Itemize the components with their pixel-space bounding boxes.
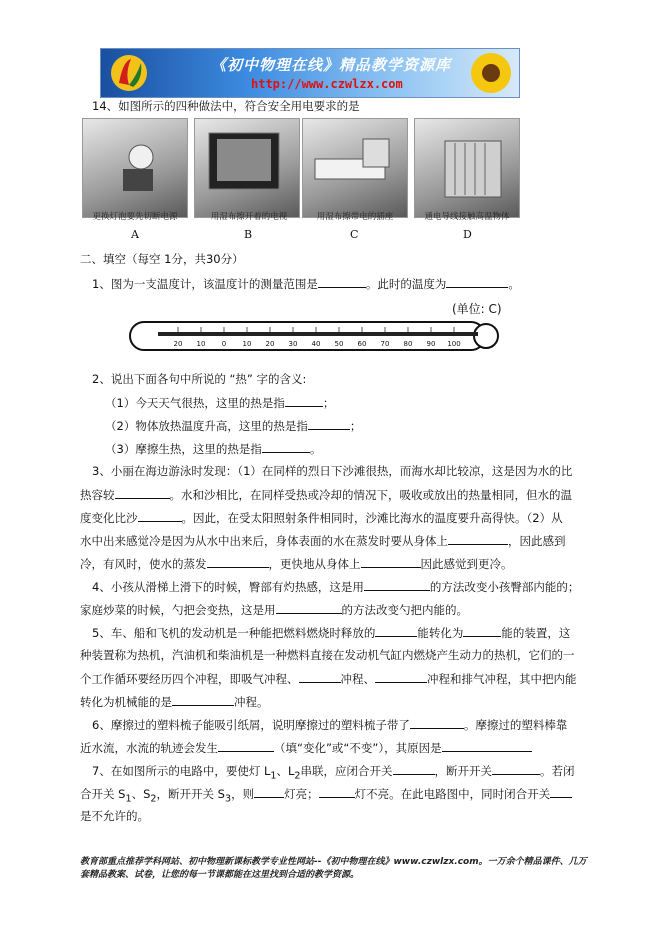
option-c-letter: C: [350, 228, 359, 241]
question-2-item-1: （1）今天天气很热，这里的热是指 ；: [105, 396, 335, 410]
question-5-line-4: 转化为机械能的是 冲程。: [80, 695, 269, 709]
blank[interactable]: [172, 694, 234, 706]
blank[interactable]: [319, 786, 355, 798]
tick-label: 40: [311, 340, 321, 348]
tick-label: 60: [357, 340, 367, 348]
heater-icon: [415, 119, 519, 217]
blank[interactable]: [218, 740, 274, 752]
option-b-letter: B: [244, 228, 253, 241]
blank[interactable]: [138, 510, 182, 522]
blank[interactable]: [375, 625, 417, 637]
tick-label: 10: [242, 340, 252, 348]
photo-a: [82, 118, 188, 218]
question-3-line-2: 热容较 。水和沙相比，在同样受热或冷却的情况下，吸收或放出的热量相同，但水的温: [80, 488, 572, 502]
blank[interactable]: [410, 717, 464, 729]
question-2-item-3: （3）摩擦生热，这里的热是指 。: [105, 442, 322, 456]
blank[interactable]: [442, 740, 532, 752]
blank[interactable]: [393, 763, 435, 775]
tick-label: 50: [334, 340, 344, 348]
photo-c: [302, 118, 408, 218]
socket-icon: [303, 119, 407, 217]
tv-icon: [195, 119, 299, 217]
tick-label: 20: [265, 340, 275, 348]
blank[interactable]: [254, 786, 284, 798]
sunflower-icon: [469, 51, 513, 95]
blank-range[interactable]: [318, 276, 366, 288]
tick-label: 10: [196, 340, 206, 348]
blank[interactable]: [285, 395, 323, 407]
question-4-line-1: 4、小孩从滑梯上滑下的时候，臀部有灼热感，这是用 的方法改变小孩臀部内能的；: [92, 580, 580, 594]
question-3-line-1: 3、小丽在海边游泳时发现：（1）在同样的烈日下沙滩很热，而海水却比较凉，这是因为水的比: [92, 464, 573, 478]
option-a-letter: A: [131, 228, 139, 241]
blank[interactable]: [115, 487, 170, 499]
question-5-line-2: 种装置称为热机，汽油机和柴油机是一种燃料直接在发动机气缸内燃烧产生动力的热机，它们的一: [80, 648, 575, 662]
question-3-line-4: 水中出来感觉冷是因为从水中出来后，身体表面的水在蒸发时要从身体上 ，因此感到: [80, 534, 566, 548]
banner-title: 《初中物理在线》精品教学资源库: [211, 56, 452, 74]
question-5-line-3: 个工作循环要经历四个冲程，即吸气冲程、 冲程、 冲程和排气冲程，其中把内能: [80, 672, 577, 686]
bulb-icon: [83, 119, 187, 217]
page-footer: 教育部重点推荐学科网站、初中物理新课标教学专业性网站--《初中物理在线》www.czwlzx.com。一万余个精品课件、几万套精品教案、试卷，让您的每一节课都能在这里找到合适的教学资源。: [80, 857, 587, 880]
question-6-line-1: 6、摩擦过的塑料梳子能吸引纸屑，说明摩擦过的塑料梳子带了 。摩擦过的塑料棒靠: [92, 718, 568, 732]
question-7-line-3: 是不允许的。: [80, 809, 149, 823]
caption-b: 用湿布擦开着的电视: [210, 212, 288, 222]
question-4-line-2: 家庭炒菜的时候，勺把会变热，这是用 的方法改变勺把内能的。: [80, 603, 468, 617]
caption-d: 通电导线接触高温物体: [424, 212, 510, 222]
blank[interactable]: [207, 556, 269, 568]
section-heading: 二、填空（每空 1分，共30分）: [80, 252, 244, 266]
tick-label: 80: [403, 340, 413, 348]
tick-label: 70: [380, 340, 390, 348]
blank[interactable]: [463, 625, 501, 637]
tick-label: 100: [447, 340, 461, 348]
header-banner: [100, 48, 520, 98]
tick-label: 30: [288, 340, 298, 348]
blank-temperature[interactable]: [446, 276, 508, 288]
blank[interactable]: [276, 602, 342, 614]
blank[interactable]: [364, 579, 430, 591]
caption-c: 用湿布擦带电的插座: [316, 212, 394, 222]
question-5-line-1: 5、车、船和飞机的发动机是一种能把燃料燃烧时释放的 能转化为 能的装置，这: [92, 626, 571, 640]
question-2-intro: 2、说出下面各句中所说的 “热” 字的含义:: [92, 372, 307, 386]
thermometer-icon: [128, 318, 503, 354]
blank[interactable]: [375, 671, 427, 683]
blank[interactable]: [361, 556, 421, 568]
site-logo-icon: [109, 53, 149, 93]
tick-label: 20: [173, 340, 183, 348]
question-3-line-5: 冷，有风时，使水的蒸发 ，更快地从身体上 因此感觉到更冷。: [80, 557, 513, 571]
caption-a: 更换灯泡要先切断电源: [92, 212, 178, 222]
tick-label: 0: [221, 340, 227, 348]
blank[interactable]: [550, 786, 572, 798]
question-14-text: 14、如图所示的四种做法中，符合安全用电要求的是: [92, 99, 360, 113]
blank[interactable]: [299, 671, 341, 683]
blank[interactable]: [262, 441, 310, 453]
tick-label: 90: [426, 340, 436, 348]
question-7-line-1: 7、在如图所示的电路中，要使灯 $L_1$、$L_2$串联，应闭合开关 ，断开开关 。若闭: [92, 764, 575, 782]
question-1: 1、图为一支温度计，该温度计的测量范围是 。此时的温度为 。: [92, 277, 520, 291]
photo-b: [194, 118, 300, 218]
thermometer-unit: (单位: C): [452, 302, 502, 316]
safety-photos: [80, 118, 520, 243]
option-d-letter: D: [463, 228, 472, 241]
photo-d: [414, 118, 520, 218]
blank[interactable]: [308, 418, 350, 430]
blank[interactable]: [492, 763, 540, 775]
question-2-item-2: （2）物体放热温度升高，这里的热是指 ；: [105, 419, 362, 433]
question-3-line-3: 度变化比沙 。因此，在受太阳照射条件相同时，沙滩比海水的温度要升高得快。（2）从: [80, 511, 563, 525]
question-7-line-2: 合开关 $S_1$、$S_2$，断开开关 $S_3$，则 灯亮； 灯不亮。在此电路图中，同时闭合开关: [80, 786, 572, 806]
blank[interactable]: [448, 533, 508, 545]
question-6-line-2: 近水流，水流的轨迹会发生 （填“变化”或“不变”），其原因是: [80, 740, 532, 755]
banner-url[interactable]: http://www.czwlzx.com: [251, 77, 403, 91]
